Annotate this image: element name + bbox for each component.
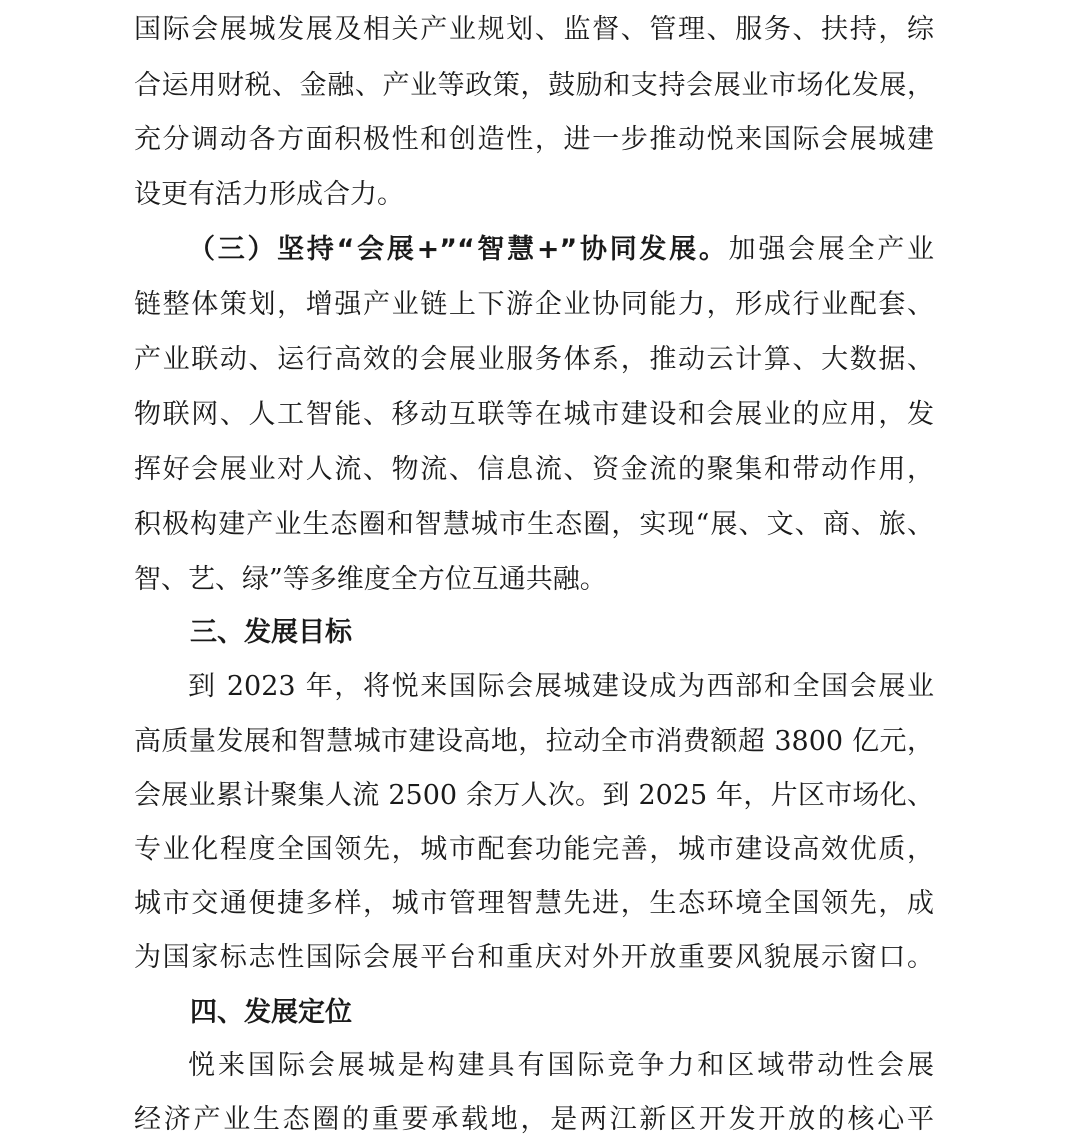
paragraph-line: 链整体策划，增强产业链上下游企业协同能力，形成行业配套、 — [134, 289, 934, 320]
paragraph-line: 会展业累计聚集人流 2500 余万人次。到 2025 年，片区市场化、 — [134, 780, 934, 811]
section-subheading: （三）坚持“会展+”“智慧+”协同发展。 — [188, 234, 729, 265]
paragraph-line: 设更有活力形成合力。 — [134, 179, 404, 210]
paragraph-line: 挥好会展业对人流、物流、信息流、资金流的聚集和带动作用， — [134, 454, 934, 485]
paragraph-line: 专业化程度全国领先，城市配套功能完善，城市建设高效优质， — [134, 834, 934, 865]
paragraph-line: 合运用财税、金融、产业等政策，鼓励和支持会展业市场化发展， — [134, 70, 934, 101]
paragraph-text: 加强会展全产业 — [728, 234, 934, 265]
paragraph-line: 国际会展城发展及相关产业规划、监督、管理、服务、扶持，综 — [134, 14, 934, 45]
paragraph-line: 城市交通便捷多样，城市管理智慧先进，生态环境全国领先，成 — [134, 888, 934, 919]
paragraph-line: 充分调动各方面积极性和创造性，进一步推动悦来国际会展城建 — [134, 124, 934, 155]
paragraph-line: 为国家标志性国际会展平台和重庆对外开放重要风貌展示窗口。 — [134, 942, 934, 973]
paragraph-first-line — [188, 230, 934, 270]
paragraph-line: 智、艺、绿”等多维度全方位互通共融。 — [134, 564, 607, 595]
paragraph-first-line: 悦来国际会展城是构建具有国际竞争力和区域带动性会展 — [188, 1050, 934, 1081]
paragraph-line: 高质量发展和智慧城市建设高地，拉动全市消费额超 3800 亿元， — [134, 726, 934, 757]
paragraph-first-line: 到 2023 年，将悦来国际会展城建设成为西部和全国会展业 — [188, 671, 934, 702]
paragraph-line: 产业联动、运行高效的会展业服务体系，推动云计算、大数据、 — [134, 344, 934, 375]
paragraph-line: 经济产业生态圈的重要承载地，是两江新区开发开放的核心平 — [134, 1104, 934, 1135]
section-heading: 四、发展定位 — [190, 997, 352, 1028]
section-heading: 三、发展目标 — [190, 617, 352, 648]
paragraph-line: 积极构建产业生态圈和智慧城市生态圈，实现“展、文、商、旅、 — [134, 509, 934, 540]
paragraph-line: 物联网、人工智能、移动互联等在城市建设和会展业的应用，发 — [134, 399, 934, 430]
